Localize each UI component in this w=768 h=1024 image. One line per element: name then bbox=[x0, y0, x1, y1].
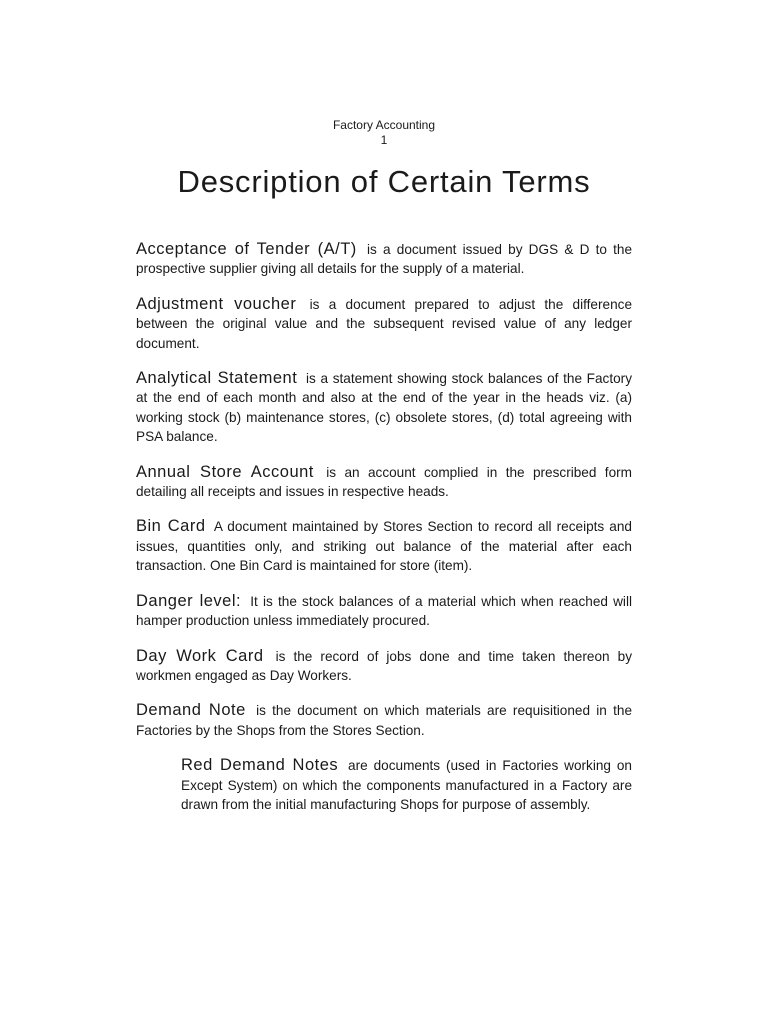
term-name: Danger level: bbox=[136, 591, 242, 610]
term-name: Demand Note bbox=[136, 701, 246, 720]
term-entry bbox=[136, 592, 632, 631]
term-name: Red Demand Notes bbox=[181, 756, 339, 775]
term-entry bbox=[136, 369, 632, 447]
page-number: 1 bbox=[380, 133, 388, 147]
term-name: Analytical Statement bbox=[136, 369, 298, 388]
term-name: Annual Store Account bbox=[136, 462, 314, 481]
term-definition: are documents (used in Factories working on Except System) on which the components manufactured in a Factory are drawn from the initial manufacturing Shops for purpose of assembly. bbox=[181, 758, 632, 812]
term-entry bbox=[136, 463, 632, 502]
term-definition: is a statement showing stock balances of the Factory at the end of each month and also at the end of the year in the heads viz. (a) working stock (b) maintenance stores, (c) obsolete stores, (d) total agreeing with PSA balance. bbox=[136, 371, 632, 445]
term-entry bbox=[136, 647, 632, 686]
term-definition: is the document on which materials are requisitioned in the Factories by the Shops from the Stores Section. bbox=[136, 703, 633, 738]
term-entry bbox=[136, 517, 632, 575]
sub-term-entry bbox=[181, 756, 632, 814]
term-name: Bin Card bbox=[136, 517, 206, 536]
term-definition: It is the stock balances of a material which when reached will hamper production unless immediately procured. bbox=[136, 593, 632, 629]
term-definition: is an account complied in the prescribed form detailing all receipts and issues in respective heads. bbox=[136, 464, 632, 500]
term-definition: is a document prepared to adjust the difference between the original value and the subsequent revised value of any ledger document. bbox=[136, 296, 632, 351]
term-definition: is the record of jobs done and time taken thereon by workmen engaged as Day Workers. bbox=[136, 648, 632, 683]
term-entry bbox=[136, 295, 632, 353]
running-header bbox=[0, 118, 768, 148]
term-entry bbox=[136, 240, 632, 279]
term-name: Acceptance of Tender (A/T) bbox=[136, 240, 357, 258]
term-definition: A document maintained by Stores Section to record all receipts and issues, quantities only, and striking out balance of the material after each transaction. One Bin Card is maintained for store (item). bbox=[136, 519, 632, 574]
term-entry bbox=[136, 701, 632, 740]
terms-list bbox=[136, 240, 632, 830]
term-name: Day Work Card bbox=[136, 646, 264, 665]
term-definition: is a document issued by DGS & D to the prospective supplier giving all details for the supply of a material. bbox=[136, 242, 633, 277]
header-title: Factory Accounting bbox=[332, 118, 436, 132]
term-name: Adjustment voucher bbox=[136, 294, 297, 313]
page-title: Description of Certain Terms bbox=[177, 164, 591, 199]
